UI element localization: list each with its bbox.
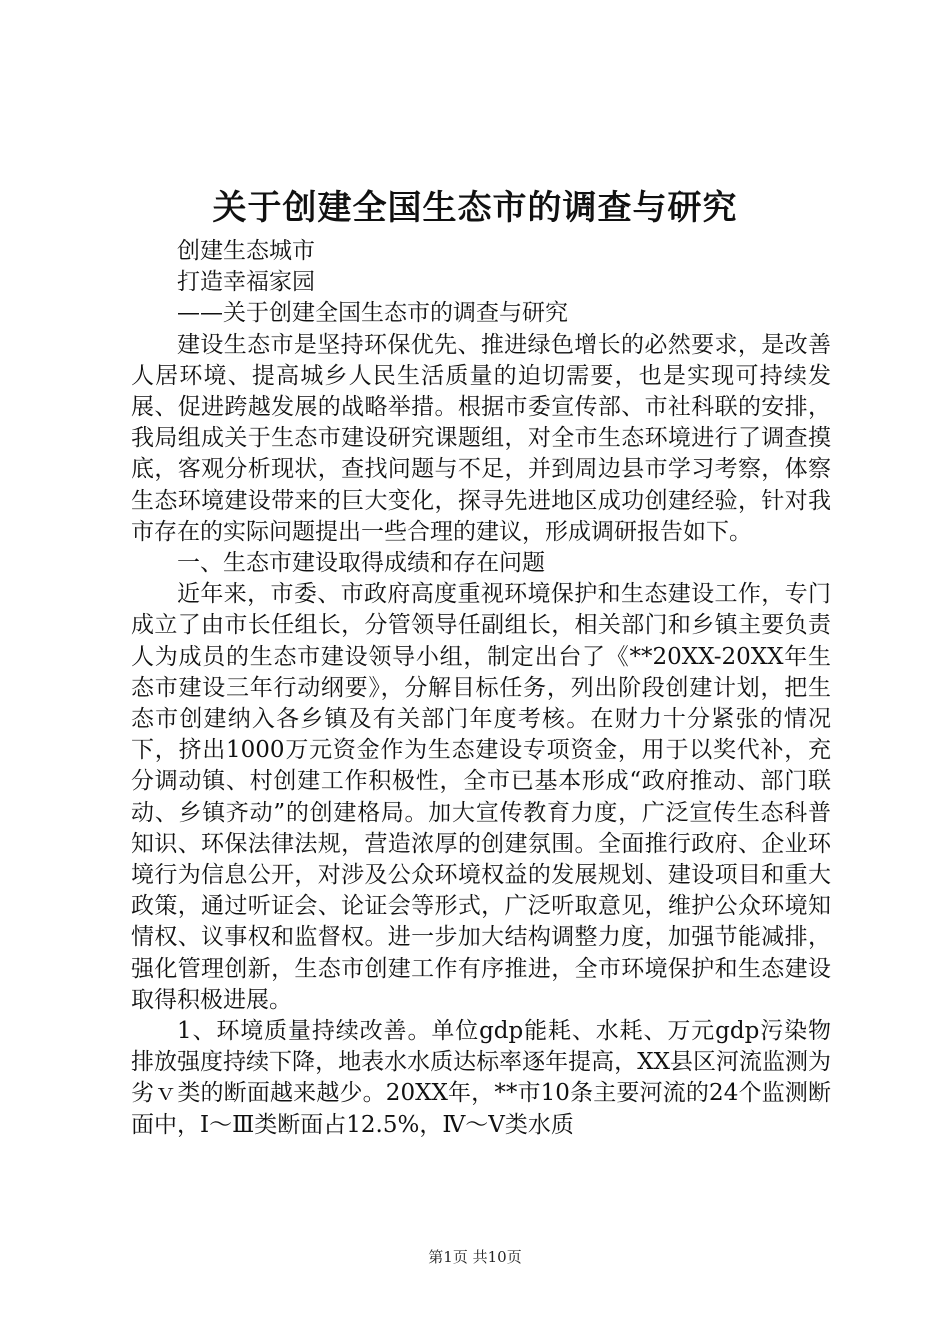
document-body [131,236,831,1141]
subtitle-line: 创建生态城市 [177,238,315,264]
page-footer: 第1页 共10页 [428,1248,522,1266]
subtitle-line: 打造幸福家园 [177,269,315,296]
paragraph-environment-quality: 1、环境质量持续改善。单位gdp能耗、水耗、万元gdp污染物排放强度持续下降，地表水水质达标率逐年提高，XX县区河流监测为劣ｖ类的断面越来越少。20XX年，**市10条主要河流的24个监测断面中，Ⅰ～Ⅲ类断面占12.5%，Ⅳ～Ⅴ类水质 [131,1018,831,1138]
section-heading: 一、生态市建设取得成绩和存在问题 [177,550,545,577]
subtitle-line: ——关于创建全国生态市的调查与研究 [177,300,568,327]
paragraph-achievements: 近年来，市委、市政府高度重视环境保护和生态建设工作，专门成立了由市长任组长，分管领导任副组长，相关部门和乡镇主要负责人为成员的生态市建设领导小组，制定出台了《**20XX-20XX年生态市建设三年行动纲要》，分解目标任务，列出阶段创建计划，把生态市创建纳入各乡镇及有关部门年度考核。在财力十分紧张的情况下，挤出1000万元资金作为生态建设专项资金，用于以奖代补，充分调动镇、村创建工作积极性，全市已基本形成“政府推动、部门联动、乡镇齐动”的创建格局。加大宣传教育力度，广泛宣传生态科普知识、环保法律法规，营造浓厚的创建氛围。全面推行政府、企业环境行为信息公开，对涉及公众环境权益的发展规划、建设项目和重大政策，通过听证会、论证会等形式，广泛听取意见，维护公众环境知情权、议事权和监督权。进一步加大结构调整力度，加强节能减排，强化管理创新，生态市创建工作有序推进，全市环境保护和生态建设取得积极进展。 [131,581,831,1013]
paragraph-intro: 建设生态市是坚持环保优先、推进绿色增长的必然要求，是改善人居环境、提高城乡人民生活质量的迫切需要，也是实现可持续发展、促进跨越发展的战略举措。根据市委宣传部、市社科联的安排，我局组成关于生态市建设研究课题组，对全市生态环境进行了调查摸底，客观分析现状，查找问题与不足，并到周边县市学习考察，体察生态环境建设带来的巨大变化，探寻先进地区成功创建经验，针对我市存在的实际问题提出一些合理的建议，形成调研报告如下。 [131,331,831,545]
document-title: 关于创建全国生态市的调查与研究 [212,188,738,228]
